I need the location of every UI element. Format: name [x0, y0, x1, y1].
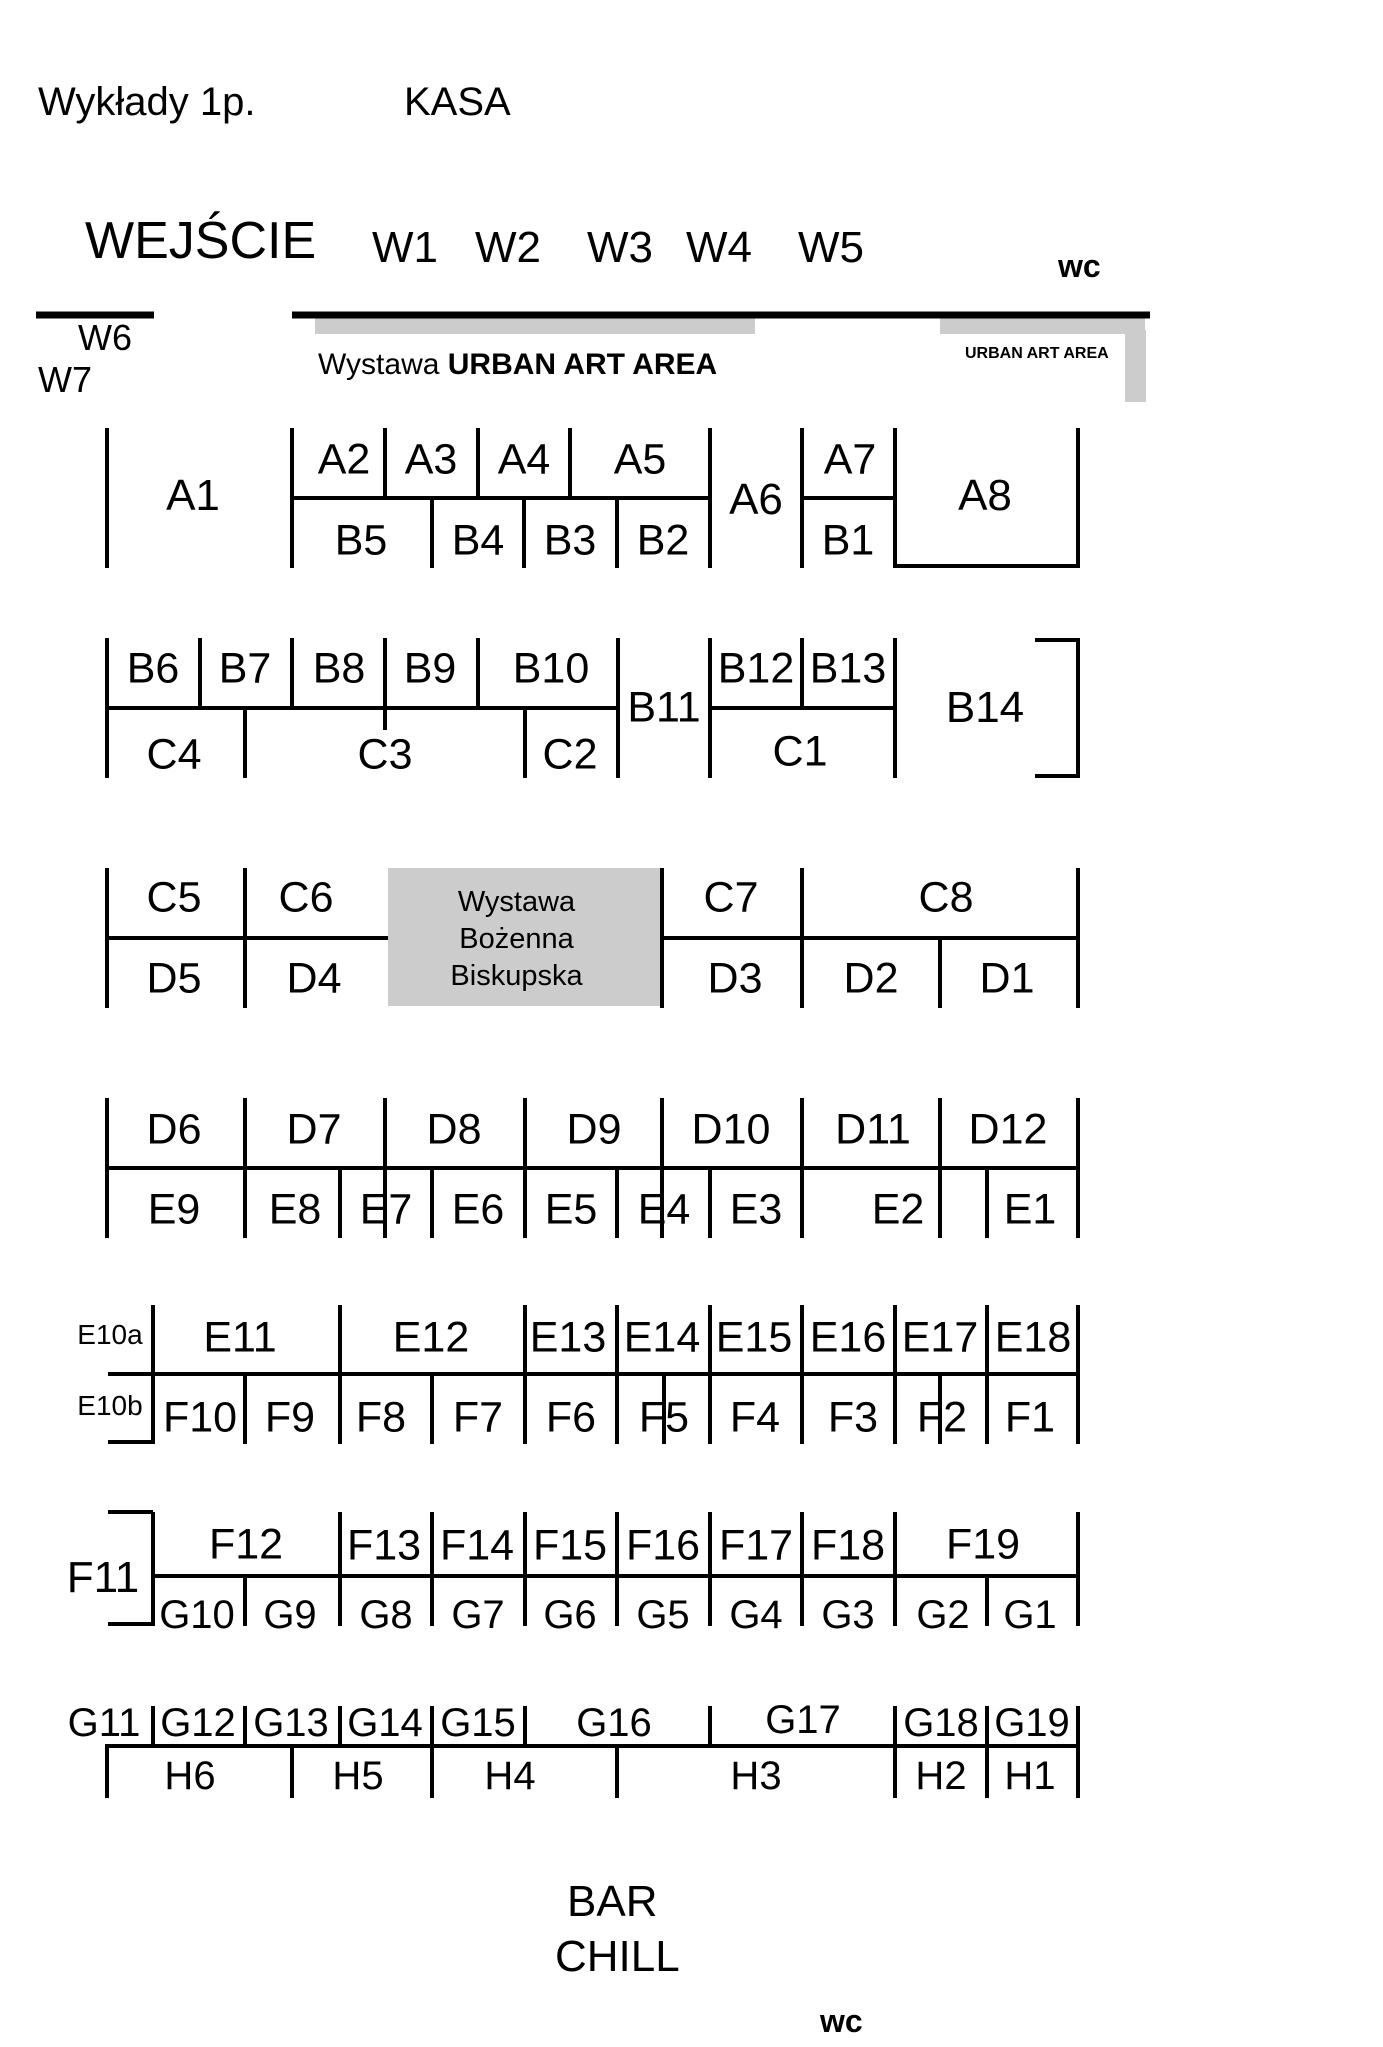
chill-label: CHILL [555, 1932, 680, 1981]
stand-h6: H6 [164, 1754, 216, 1798]
stand-a7: A7 [823, 435, 877, 484]
stand-f13: F13 [346, 1521, 422, 1570]
stand-d4: D4 [286, 954, 342, 1003]
stand-a4: A4 [497, 435, 551, 484]
stand-e2: E2 [871, 1185, 925, 1234]
stand-e1: E1 [1003, 1185, 1057, 1234]
stand-e9: E9 [147, 1185, 201, 1234]
stand-e17: E17 [901, 1313, 979, 1362]
urban-art-small-label: URBAN ART AREA [965, 345, 1109, 362]
stand-h4: H4 [484, 1754, 536, 1798]
stand-c3: C3 [357, 730, 413, 779]
stand-d1: D1 [979, 954, 1035, 1003]
stand-e11: E11 [203, 1313, 277, 1362]
stand-d5: D5 [146, 954, 202, 1003]
urban-art-title: URBAN ART AREA [447, 348, 718, 381]
stand-g6: G6 [543, 1593, 597, 1637]
stand-h3: H3 [730, 1754, 782, 1798]
stand-g8: G8 [359, 1593, 413, 1637]
stand-g17: G17 [765, 1698, 841, 1742]
entrance-label: WEJŚCIE [85, 212, 317, 270]
stand-e16: E16 [809, 1313, 887, 1362]
stand-e4: E4 [637, 1185, 691, 1234]
stand-f10: F10 [162, 1393, 238, 1442]
wc-bottom-label: wc [820, 2003, 863, 2039]
cashier-label: KASA [404, 80, 511, 124]
bar-label: BAR [567, 1877, 658, 1926]
stand-g9: G9 [263, 1593, 317, 1637]
stand-b8: B8 [312, 644, 366, 693]
stand-c5: C5 [146, 873, 202, 922]
stand-g15: G15 [440, 1701, 516, 1745]
stand-f16: F16 [625, 1521, 701, 1570]
stand-g10: G10 [159, 1593, 235, 1637]
exhibition-line-2: Bożenna [459, 923, 574, 955]
stand-g12: G12 [160, 1701, 236, 1745]
stand-b10: B10 [512, 644, 590, 693]
stand-f3: F3 [827, 1393, 879, 1442]
stand-e5: E5 [544, 1185, 598, 1234]
stand-e3: E3 [729, 1185, 783, 1234]
stand-a8: A8 [958, 471, 1012, 520]
stand-d11: D11 [835, 1105, 911, 1154]
stand-e13: E13 [529, 1313, 607, 1362]
stand-e7: E7 [359, 1185, 413, 1234]
stand-f6: F6 [545, 1393, 597, 1442]
stand-d2: D2 [843, 954, 899, 1003]
stand-f12: F12 [208, 1520, 284, 1569]
stand-d12: D12 [968, 1105, 1048, 1154]
stand-f19: F19 [945, 1520, 1021, 1569]
stand-g5: G5 [636, 1593, 690, 1637]
stand-c6: C6 [278, 873, 334, 922]
wc-top-label: wc [1058, 248, 1101, 284]
stand-b5: B5 [334, 516, 388, 565]
gate-w3: W3 [587, 223, 653, 272]
stand-b1: B1 [821, 516, 875, 565]
stand-g13: G13 [253, 1701, 329, 1745]
stand-a5: A5 [613, 435, 667, 484]
stand-f5: F5 [638, 1393, 690, 1442]
stand-h1: H1 [1004, 1754, 1056, 1798]
stand-c4: C4 [146, 730, 202, 779]
exhibition-line-1: Wystawa [457, 886, 576, 918]
stand-h5: H5 [332, 1754, 384, 1798]
stand-g7: G7 [451, 1593, 505, 1637]
stand-f4: F4 [729, 1393, 781, 1442]
stand-c1: C1 [772, 727, 828, 776]
gate-w2: W2 [475, 223, 541, 272]
stand-b4: B4 [451, 516, 505, 565]
stand-e15: E15 [715, 1313, 793, 1362]
stand-c2: C2 [542, 730, 598, 779]
stand-e18: E18 [994, 1313, 1072, 1362]
stand-a3: A3 [404, 435, 458, 484]
stand-f18: F18 [810, 1521, 886, 1570]
stand-f15: F15 [532, 1521, 608, 1570]
stand-f2: F2 [916, 1393, 968, 1442]
stand-b3: B3 [543, 516, 597, 565]
stand-g11: G11 [67, 1701, 141, 1745]
stand-f14: F14 [439, 1521, 515, 1570]
gate-w7: W7 [38, 359, 92, 400]
stand-b13: B13 [809, 644, 887, 693]
stand-a1: A1 [166, 471, 220, 520]
gate-w1: W1 [372, 223, 438, 272]
stand-d9: D9 [566, 1105, 622, 1154]
stand-e10a: E10a [77, 1319, 143, 1350]
lectures-label: Wykłady 1p. [38, 80, 256, 124]
stand-e10b: E10b [77, 1390, 143, 1421]
stand-e8: E8 [268, 1185, 322, 1234]
stand-g14: G14 [347, 1701, 423, 1745]
stand-g19: G19 [994, 1701, 1070, 1745]
stand-h2: H2 [915, 1754, 967, 1798]
stand-b12: B12 [717, 644, 795, 693]
stand-d6: D6 [146, 1105, 202, 1154]
stand-g2: G2 [916, 1593, 970, 1637]
stand-c8: C8 [918, 873, 974, 922]
stand-g16: G16 [576, 1701, 652, 1745]
stand-b2: B2 [636, 516, 690, 565]
stand-b9: B9 [403, 644, 457, 693]
stand-f8: F8 [355, 1393, 407, 1442]
stand-a6: A6 [729, 475, 783, 524]
stand-f7: F7 [452, 1393, 504, 1442]
stand-f9: F9 [264, 1393, 316, 1442]
stand-d10: D10 [691, 1105, 771, 1154]
urban-art-prefix: Wystawa [318, 348, 440, 381]
stand-d3: D3 [707, 954, 763, 1003]
exhibition-line-3: Biskupska [450, 960, 583, 992]
stand-d8: D8 [426, 1105, 482, 1154]
stand-a2: A2 [317, 435, 371, 484]
stand-f17: F17 [718, 1521, 794, 1570]
stand-f11: F11 [66, 1553, 140, 1602]
stand-c7: C7 [703, 873, 759, 922]
stand-e6: E6 [451, 1185, 505, 1234]
gate-w5: W5 [798, 223, 864, 272]
stand-b14: B14 [945, 683, 1025, 732]
stand-e14: E14 [623, 1313, 701, 1362]
stand-g4: G4 [729, 1593, 783, 1637]
stand-d7: D7 [286, 1105, 342, 1154]
stand-b7: B7 [218, 644, 272, 693]
stand-f1: F1 [1004, 1393, 1056, 1442]
stand-g18: G18 [903, 1701, 979, 1745]
stand-g3: G3 [821, 1593, 875, 1637]
stand-g1: G1 [1003, 1593, 1057, 1637]
stand-b11: B11 [627, 683, 701, 732]
stand-e12: E12 [392, 1313, 470, 1362]
gate-w4: W4 [686, 223, 752, 272]
gate-w6: W6 [78, 317, 132, 358]
stand-b6: B6 [126, 644, 180, 693]
